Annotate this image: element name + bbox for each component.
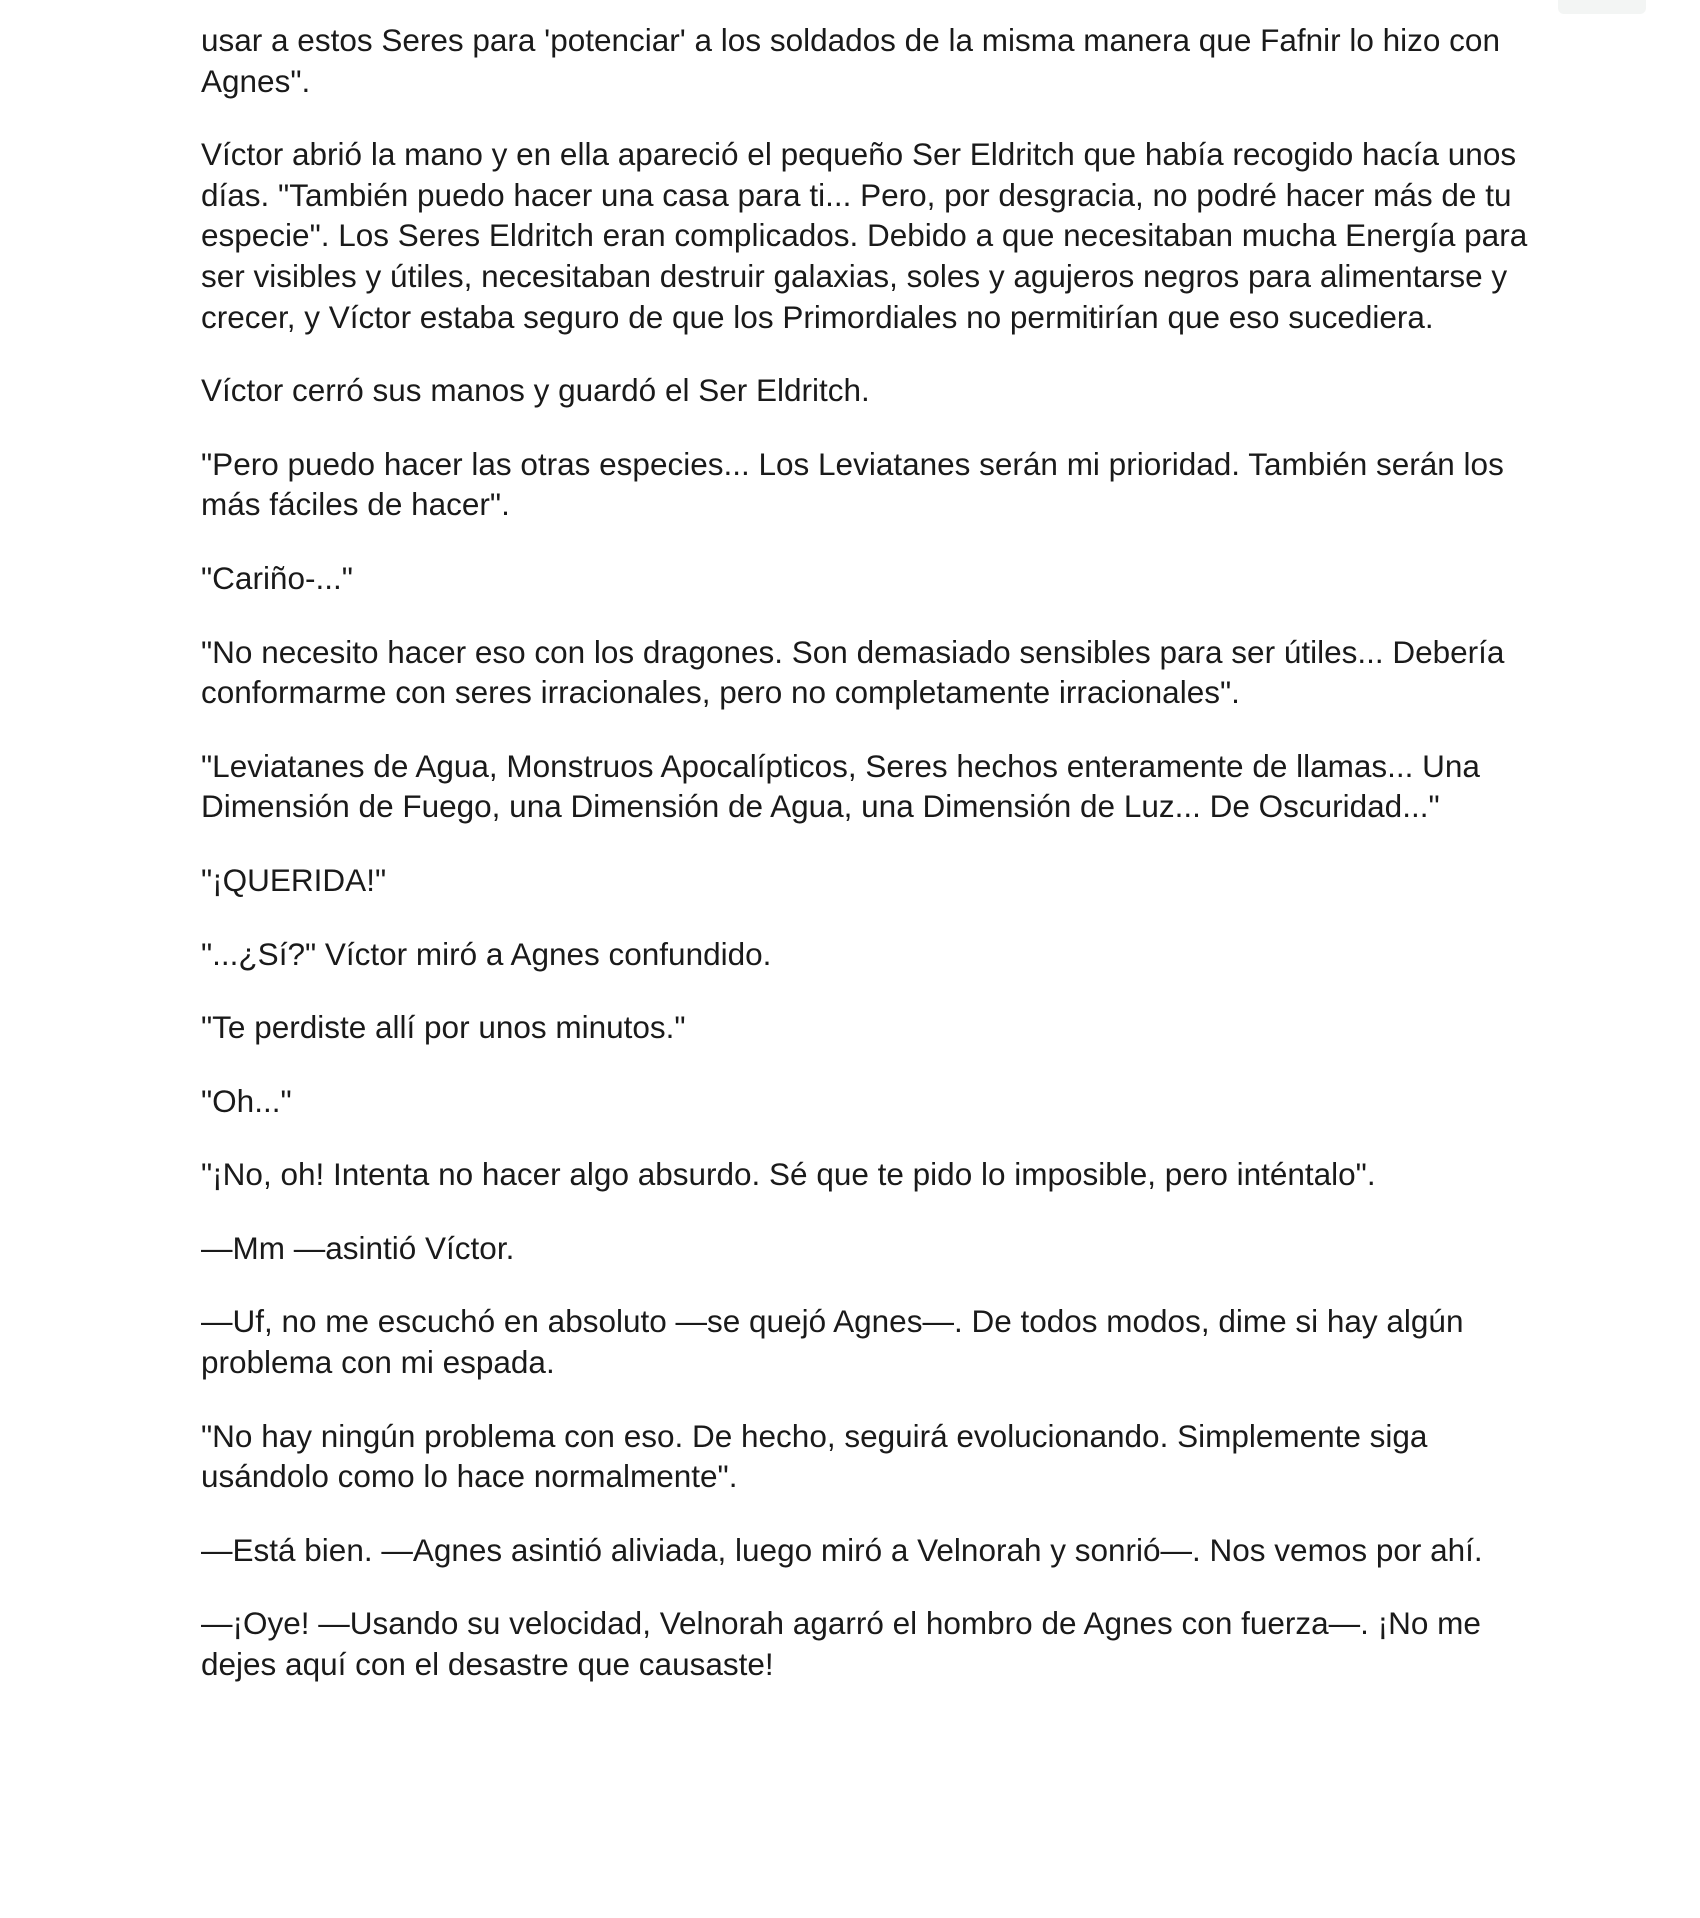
paragraph: "Leviatanes de Agua, Monstruos Apocalípticos, Seres hechos enteramente de llamas... Una Dimensión de Fuego, una Dimensión de Agua, una Dimensión de Luz... De Oscuridad..." [201, 747, 1480, 825]
document-page [201, 0, 1531, 1918]
paragraph: Víctor abrió la mano y en ella apareció el pequeño Ser Eldritch que había recogido hacía unos días. "También puedo hacer una casa para ti... Pero, por desgracia, no podré hacer más de tu especie". Los Seres Eldritch eran complicados. Debido a que necesitaban mucha Energía para ser visibles y útiles, necesitaban destruir galaxias, soles y agujeros negros para alimentarse y crecer, y Víctor estaba seguro de que los Primordiales no permitirían que eso sucediera. [201, 136, 1528, 335]
paragraph: "...¿Sí?" Víctor miró a Agnes confundido. [201, 935, 772, 972]
paragraph: "¡QUERIDA!" [201, 861, 387, 898]
paragraph: "Cariño-..." [201, 559, 353, 596]
document-body [201, 20, 1531, 1718]
paragraph: "Pero puedo hacer las otras especies... Los Leviatanes serán mi prioridad. También serán los más fáciles de hacer". [201, 445, 1504, 523]
paragraph: "¡No, oh! Intenta no hacer algo absurdo. Sé que te pido lo imposible, pero inténtalo". [201, 1156, 1376, 1193]
paragraph: —Está bien. —Agnes asintió aliviada, luego miró a Velnorah y sonrió—. Nos vemos por ahí. [201, 1531, 1483, 1568]
paragraph: "No necesito hacer eso con los dragones. Son demasiado sensibles para ser útiles... Debería conformarme con seres irracionales, pero no completamente irracionales". [201, 633, 1505, 711]
paragraph: usar a estos Seres para 'potenciar' a los soldados de la misma manera que Fafnir lo hizo con Agnes". [201, 22, 1500, 99]
paragraph: "No hay ningún problema con eso. De hecho, seguirá evolucionando. Simplemente siga usándolo como lo hace normalmente". [201, 1417, 1428, 1495]
paragraph: —¡Oye! —Usando su velocidad, Velnorah agarró el hombro de Agnes con fuerza—. ¡No me dejes aquí con el desastre que causaste! [201, 1605, 1481, 1683]
paragraph: —Uf, no me escuchó en absoluto —se quejó Agnes—. De todos modos, dime si hay algún problema con mi espada. [201, 1303, 1464, 1381]
paragraph: Víctor cerró sus manos y guardó el Ser Eldritch. [201, 372, 870, 409]
paragraph: "Oh..." [201, 1082, 292, 1119]
paragraph: "Te perdiste allí por unos minutos." [201, 1009, 686, 1046]
page-corner-mark [1558, 0, 1646, 14]
paragraph: —Mm —asintió Víctor. [201, 1229, 515, 1266]
